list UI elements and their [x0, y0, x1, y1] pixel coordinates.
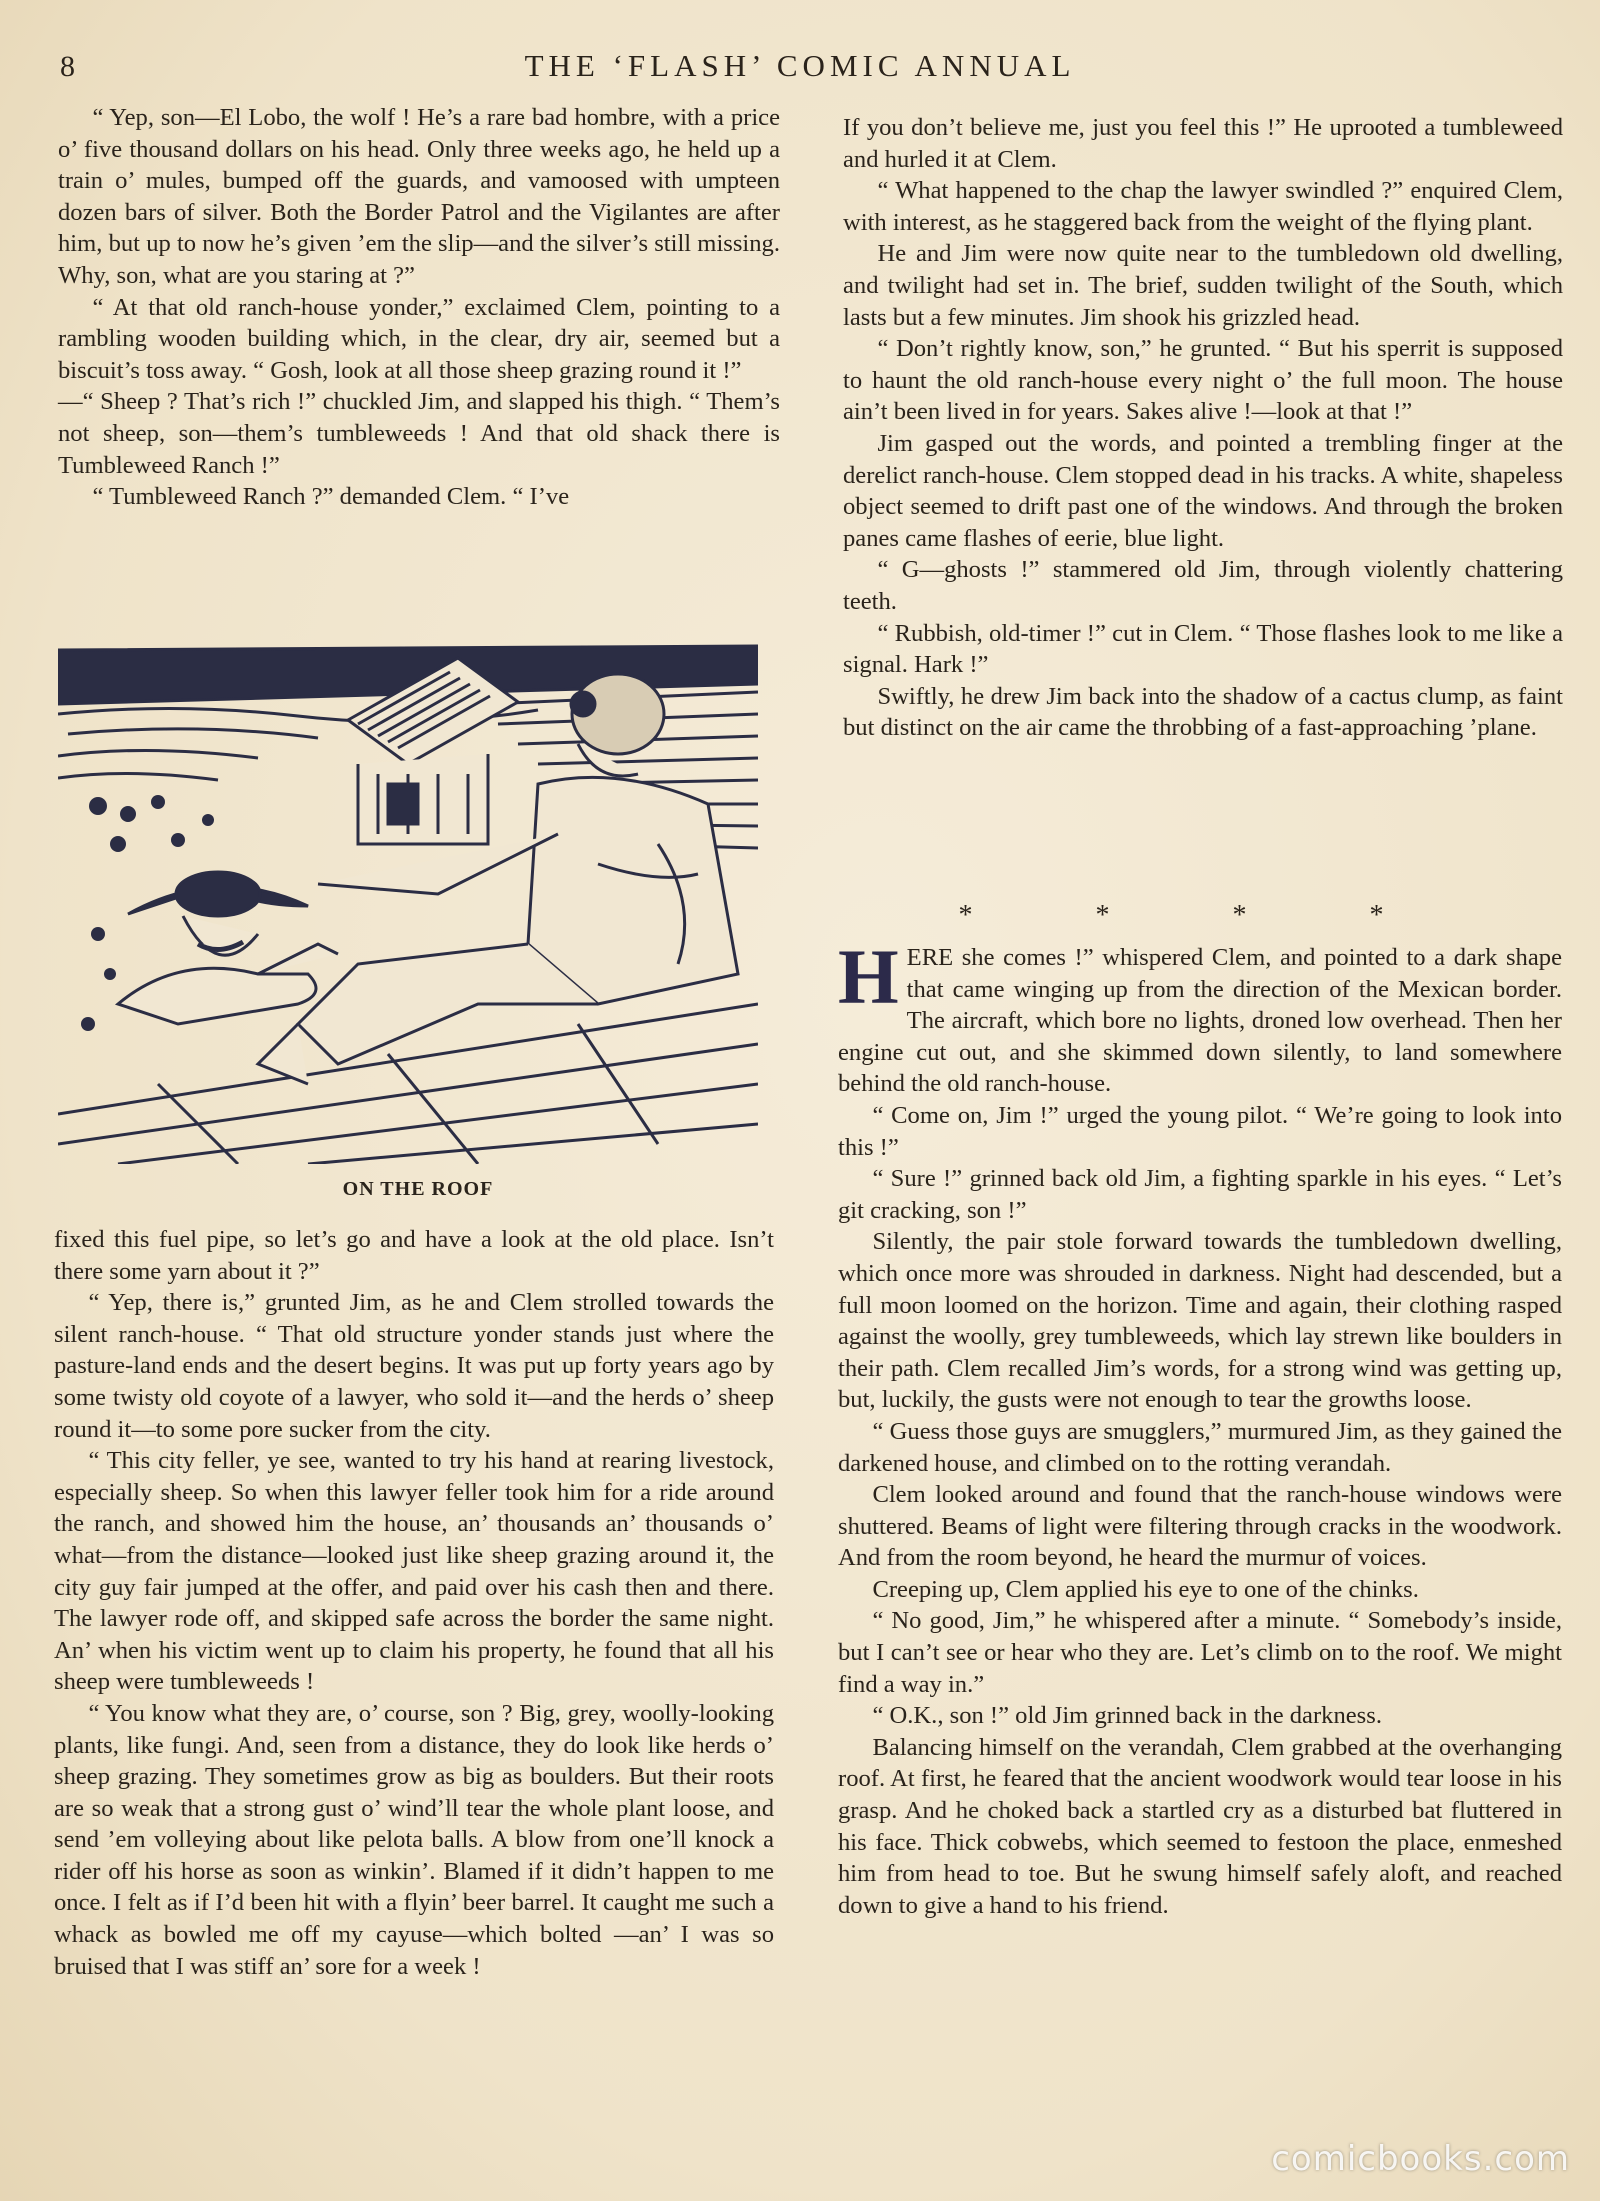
paragraph: “ Yep, there is,” grunted Jim, as he and Clem strolled towards the silent ranch-house. “ That old structure yonder stands just where the pasture-land ends and the desert begins. It was put up forty years ago by some twisty old coyote of a lawyer, who sold it—and the herds o’ sheep round it—to some pore sucker from the city. [54, 1289, 774, 1443]
illustration-on-the-roof [58, 644, 758, 1164]
paragraph: Creeping up, Clem applied his eye to one of the chinks. [872, 1575, 1419, 1603]
paragraph: Jim gasped out the words, and pointed a trembling finger at the derelict ranch-house. Clem stopped dead in his tracks. A white, shapeless object seemed to drift past one of the windows. And through the broken panes came flashes of eerie, blue light. [843, 429, 1563, 552]
paragraph: “ Guess those guys are smugglers,” murmured Jim, as they gained the darkened house, and climbed on to the rotting verandah. [838, 1417, 1562, 1477]
paragraph: Balancing himself on the verandah, Clem grabbed at the overhanging roof. At first, he feared that the ancient woodwork would tear loose in his grasp. And he choked back a startled cry as a disturbed bat fluttered in his face. Thick cobwebs, which seemed to festoon the place, enmeshed him from head to toe. But he swung himself safely aloft, and reached down to give a hand to his friend. [838, 1733, 1562, 1919]
paragraph: “ Yep, son—El Lobo, the wolf ! He’s a rare bad hombre, with a price o’ five thousand dollars on his head. Only three weeks ago, he held up a train o’ mules, bumped off the guards, and vamoosed with umpteen dozen bars of silver. Both the Border Patrol and the Vigilantes are after him, but up to now he’s given ’em the slip—and the silver’s still missing. Why, son, what are you staring at ?” [58, 104, 780, 289]
page-header [0, 44, 1600, 90]
paragraph: “ Sure !” grinned back old Jim, a fighting sparkle in his eyes. “ Let’s git cracking, son !” [838, 1165, 1562, 1224]
paragraph: “ Tumbleweed Ranch ?” demanded Clem. “ I’ve [92, 483, 570, 511]
paragraph: “ At that old ranch-house yonder,” exclaimed Clem, pointing to a rambling wooden building which, in the clear, dry air, seemed but a biscuit’s toss away. “ Gosh, look at all those sheep grazing round it !” [58, 293, 780, 384]
paragraph: Silently, the pair stole forward towards the tumbledown dwelling, which once more was shrouded in darkness. Night had descended, but a full moon loomed on the horizon. Time and again, their clothing rasped against the woolly, grey tumbleweeds, which lay strewn like boulders in their path. Clem recalled Jim’s words, for a strong wind was getting up, but, luckily, the gusts were not enough to tear the growths loose. [838, 1228, 1562, 1414]
paragraph: “ What happened to the chap the lawyer swindled ?” enquired Clem, with interest, as he staggered back from the weight of the flying plant. [843, 177, 1563, 236]
left-column-bottom [54, 1224, 774, 1982]
paragraph: “ No good, Jim,” he whispered after a minute. “ Somebody’s inside, but I can’t see or hear who they are. Let’s climb on to the roof. We might find a way in.” [838, 1607, 1562, 1698]
paragraph: “ This city feller, ye see, wanted to try his hand at rearing livestock, especially sheep. So when this lawyer feller took him for a ride around the ranch, and showed him the house, an’ thousands an’ thousands o’ what—from the distance—looked just like sheep grazing around it, the city guy fair jumped at the offer, and paid over his cash then and there. The lawyer rode off, and skipped safe across the border the same night. An’ when his victim went up to claim his property, he found that all his sheep were tumbleweeds ! [54, 1447, 774, 1696]
paragraph: Swiftly, he drew Jim back into the shadow of a cactus clump, as faint but distinct on the air came the throbbing of a fast-approaching ’plane. [843, 682, 1563, 742]
paragraph: “ Come on, Jim !” urged the young pilot. “ We’re going to look into this !” [838, 1101, 1562, 1161]
watermark: comicbooks.com [1271, 2139, 1570, 2179]
running-head: THE ‘FLASH’ COMIC ANNUAL [524, 48, 1076, 83]
paragraph: “ G—ghosts !” stammered old Jim, through violently chattering teeth. [843, 556, 1563, 615]
paragraph: —“ Sheep ? That’s rich !” chuckled Jim, and slapped his thigh. “ Them’s not sheep, son—them’s tumbleweeds ! And that old shack there is Tumbleweed Ranch !” [58, 388, 780, 479]
paragraph: fixed this fuel pipe, so let’s go and have a look at the old place. Isn’t there some yarn about it ?” [54, 1226, 774, 1285]
paragraph: “ You know what they are, o’ course, son ? Big, grey, woolly-looking plants, like fungi. And, seen from a distance, they do look like herds o’ sheep grazing. They sometimes grow as big as boulders. But their roots are so weak that a strong gust o’ wind’ll tear the whole plant loose, and send ’em volleying about like pelota balls. A blow from one’ll knock a rider off his horse as soon as winkin’. Blamed if it didn’t happen to me once. I felt as if I’d been hit with a flyin’ beer barrel. It caught me such a whack as bowled me off my cayuse—which bolted —an’ I was so bruised that I was stiff an’ sore for a week ! [54, 1699, 774, 1980]
figure-caption: ON THE ROOF [342, 1178, 494, 1200]
paragraph-text: ERE she comes !” whispered Clem, and pointed to a dark shape that came winging up from the direction of the Mexican border. The aircraft, which bore no lights, droned low overhead. Then her engine cut out, and she skimmed down silently, to land somewhere behind the old ranch-house. [838, 944, 1562, 1098]
page-number: 8 [60, 50, 75, 83]
paragraph: Clem looked around and found that the ranch-house windows were shuttered. Beams of light were filtering through cracks in the woodwork. And from the room beyond, he heard the murmur of voices. [838, 1481, 1562, 1572]
paragraph: “ Rubbish, old-timer !” cut in Clem. “ Those flashes look to me like a signal. Hark !” [843, 619, 1563, 679]
right-column-top [843, 112, 1563, 744]
paragraph: He and Jim were now quite near to the tumbledown old dwelling, and twilight had set in. The brief, sudden twilight of the South, which lasts but a few minutes. Jim shook his grizzled head. [843, 240, 1563, 331]
pilot-figure [258, 674, 738, 1084]
paragraph-with-dropcap [838, 933, 1562, 1100]
drop-cap: H [838, 933, 899, 1020]
paragraph: “ Don’t rightly know, son,” he grunted. “ But his sperrit is supposed to haunt the old ranch-house every night o’ the full moon. The house ain’t been lived in for years. Sakes alive !—look at that !” [843, 335, 1563, 426]
paragraph: “ O.K., son !” old Jim grinned back in the darkness. [872, 1702, 1382, 1730]
right-column-bottom [838, 933, 1562, 1921]
cowboy-figure [118, 872, 338, 1024]
section-separator: * * * * [958, 900, 1442, 931]
paragraph: If you don’t believe me, just you feel this !” He uprooted a tumbleweed and hurled it at Clem. [843, 114, 1563, 173]
left-column-top [58, 102, 780, 513]
